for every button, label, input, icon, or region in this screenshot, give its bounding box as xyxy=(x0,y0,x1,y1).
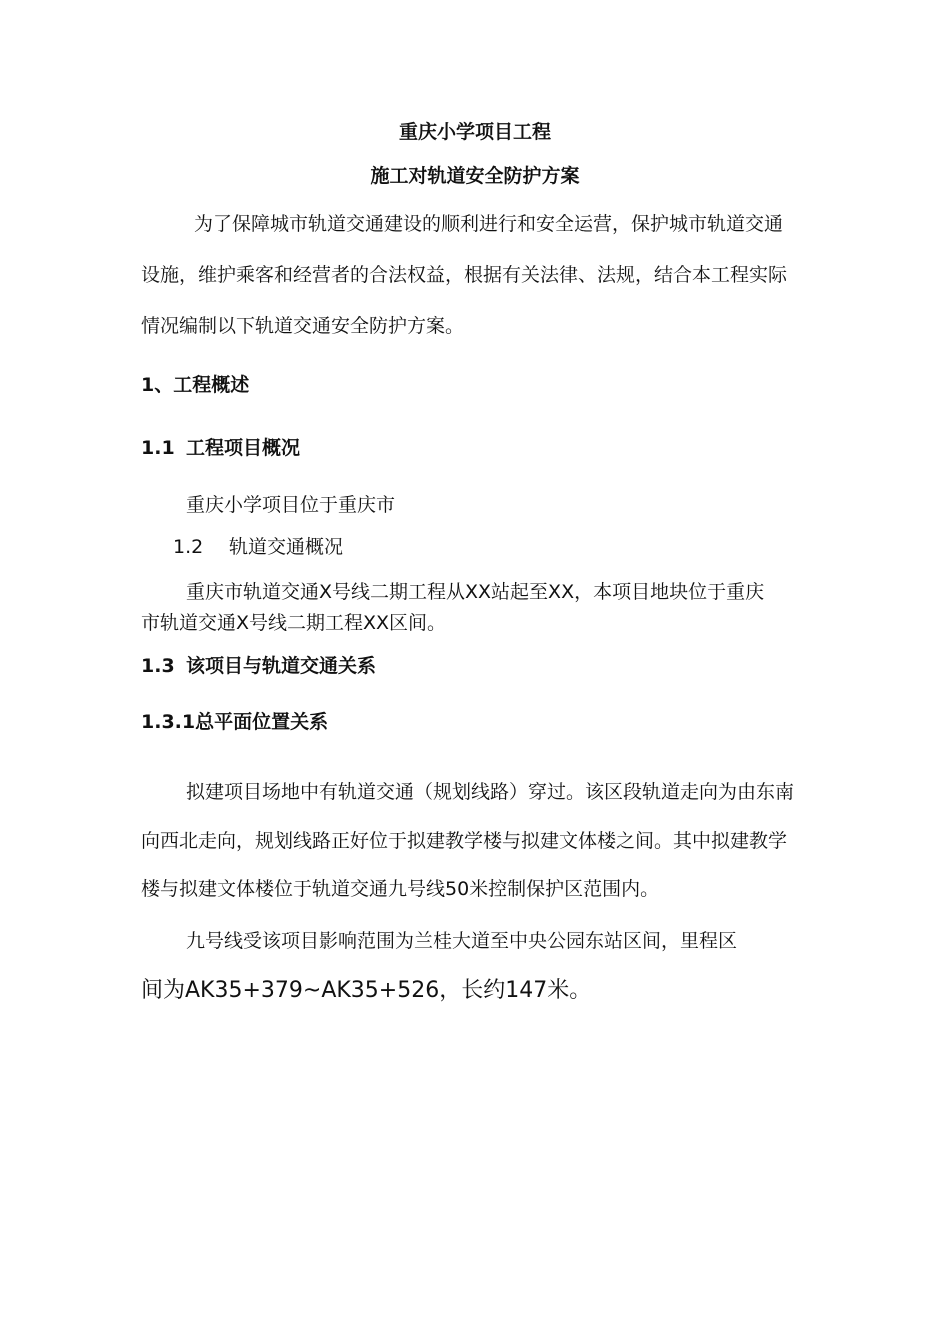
section-1-1-body: 重庆小学项目位于重庆市 xyxy=(186,494,396,516)
section-1-3-heading: 该项目与轨道交通关系 xyxy=(186,655,377,677)
section-1-3-1-body-line-3: 楼与拟建文体楼位于轨道交通九号线50米控制保护区范围内。 xyxy=(141,878,660,900)
section-1-2-body-line-2: 市轨道交通X号线二期工程XX区间。 xyxy=(141,612,447,634)
section-1-2-body-line-1: 重庆市轨道交通X号线二期工程从XX站起至XX，本项目地块位于重庆 xyxy=(186,581,765,603)
section-1-2-number: 1.2 xyxy=(173,536,204,558)
section-1-3-1-body-line-1: 拟建项目场地中有轨道交通（规划线路）穿过。该区段轨道走向为由东南 xyxy=(186,781,795,803)
intro-line-1: 为了保障城市轨道交通建设的顺利进行和安全运营，保护城市轨道交通 xyxy=(194,213,784,235)
doc-title-line2: 施工对轨道安全防护方案 xyxy=(370,165,580,187)
section-1-1-heading: 工程项目概况 xyxy=(186,437,301,459)
section-1-3-number: 1.3 xyxy=(141,655,175,677)
section-1-3-1-body2-line-1: 九号线受该项目影响范围为兰桂大道至中央公园东站区间，里程区 xyxy=(186,930,738,952)
section-1-heading: 1、工程概述 xyxy=(141,374,250,396)
section-1-3-1-body-line-2: 向西北走向，规划线路正好位于拟建教学楼与拟建文体楼之间。其中拟建教学 xyxy=(141,830,788,852)
intro-line-2: 设施，维护乘客和经营者的合法权益，根据有关法律、法规，结合本工程实际 xyxy=(141,264,788,286)
section-1-3-1-heading: 1.3.1总平面位置关系 xyxy=(141,711,329,733)
section-1-2-heading: 轨道交通概况 xyxy=(229,536,344,558)
section-1-1-number: 1.1 xyxy=(141,437,175,459)
section-1-3-1-body2-line-2: 间为AK35+379~AK35+526，长约147米。 xyxy=(141,978,592,1003)
doc-title-line1: 重庆小学项目工程 xyxy=(398,121,551,143)
intro-line-3: 情况编制以下轨道交通安全防护方案。 xyxy=(141,315,465,337)
